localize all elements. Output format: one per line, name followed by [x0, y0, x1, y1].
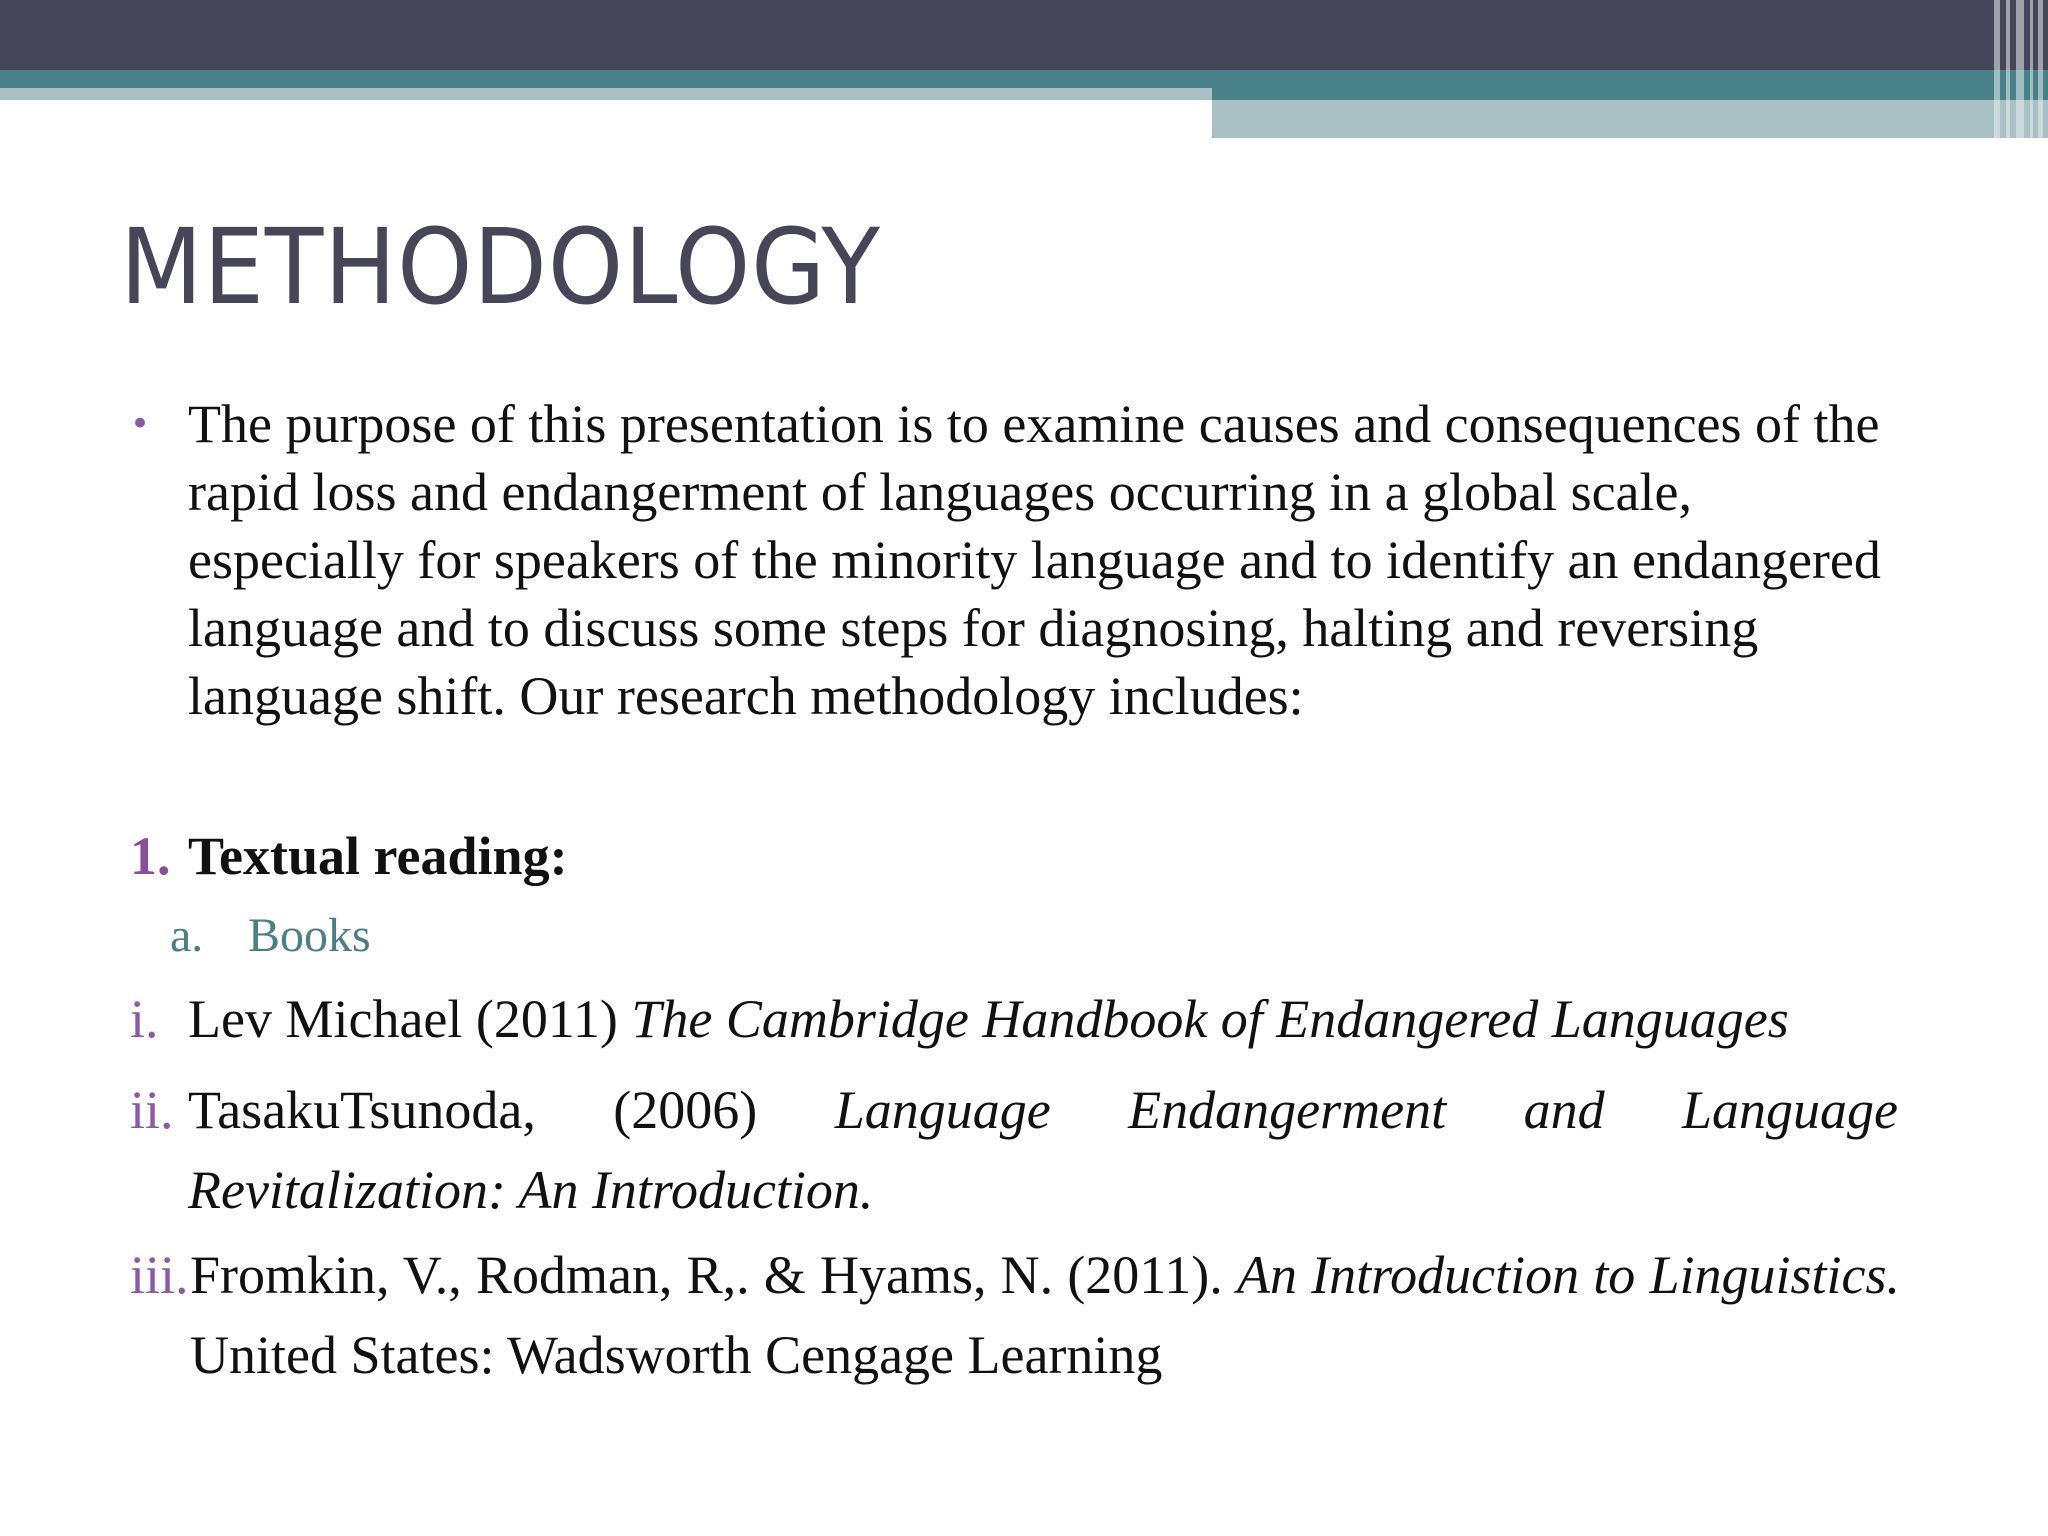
subsection-letter: a.	[170, 909, 204, 962]
bullet-marker: •	[130, 404, 151, 444]
section-label: Textual reading:	[188, 826, 568, 886]
section-number: 1.	[130, 826, 171, 886]
reference-numeral: i.	[130, 989, 159, 1049]
subsection-label: Books	[248, 909, 371, 962]
header-band-light-left	[0, 88, 1212, 100]
reference-publisher: United States: Wadsworth Cengage Learning	[190, 1325, 1163, 1385]
reference-author: TasakuTsunoda, (2006)	[188, 1080, 835, 1140]
header-band-dark	[0, 0, 2048, 70]
reference-author: Fromkin, V., Rodman, R,. & Hyams, N. (2011).	[190, 1245, 1237, 1305]
header-band-light-right	[1212, 100, 2048, 138]
reference-numeral: ii.	[130, 1080, 174, 1140]
reference-text	[190, 1235, 1900, 1395]
reference-author: Lev Michael (2011)	[188, 989, 632, 1049]
reference-title: An Introduction to Linguistics.	[1236, 1245, 1901, 1305]
reference-title: Language Endangerment and Language Revitalization: An Introduction.	[188, 1080, 1899, 1220]
slide-title: METHODOLOGY	[120, 206, 881, 328]
reference-title: The Cambridge Handbook of Endangered Languages	[631, 989, 1789, 1049]
reference-text	[188, 1070, 1898, 1230]
intro-text: The purpose of this presentation is to examine causes and consequences of the rapid loss and endangerment of languages occurring in a global scale, especially for speakers of the minority language and to identify an endangered language and to discuss some steps for diagnosing, halting and reversing language shift. Our research methodology includes:	[188, 394, 1881, 726]
reference-numeral: iii.	[130, 1245, 189, 1305]
reference-text	[188, 985, 1898, 1053]
header-edge-stripes	[1988, 0, 2048, 138]
